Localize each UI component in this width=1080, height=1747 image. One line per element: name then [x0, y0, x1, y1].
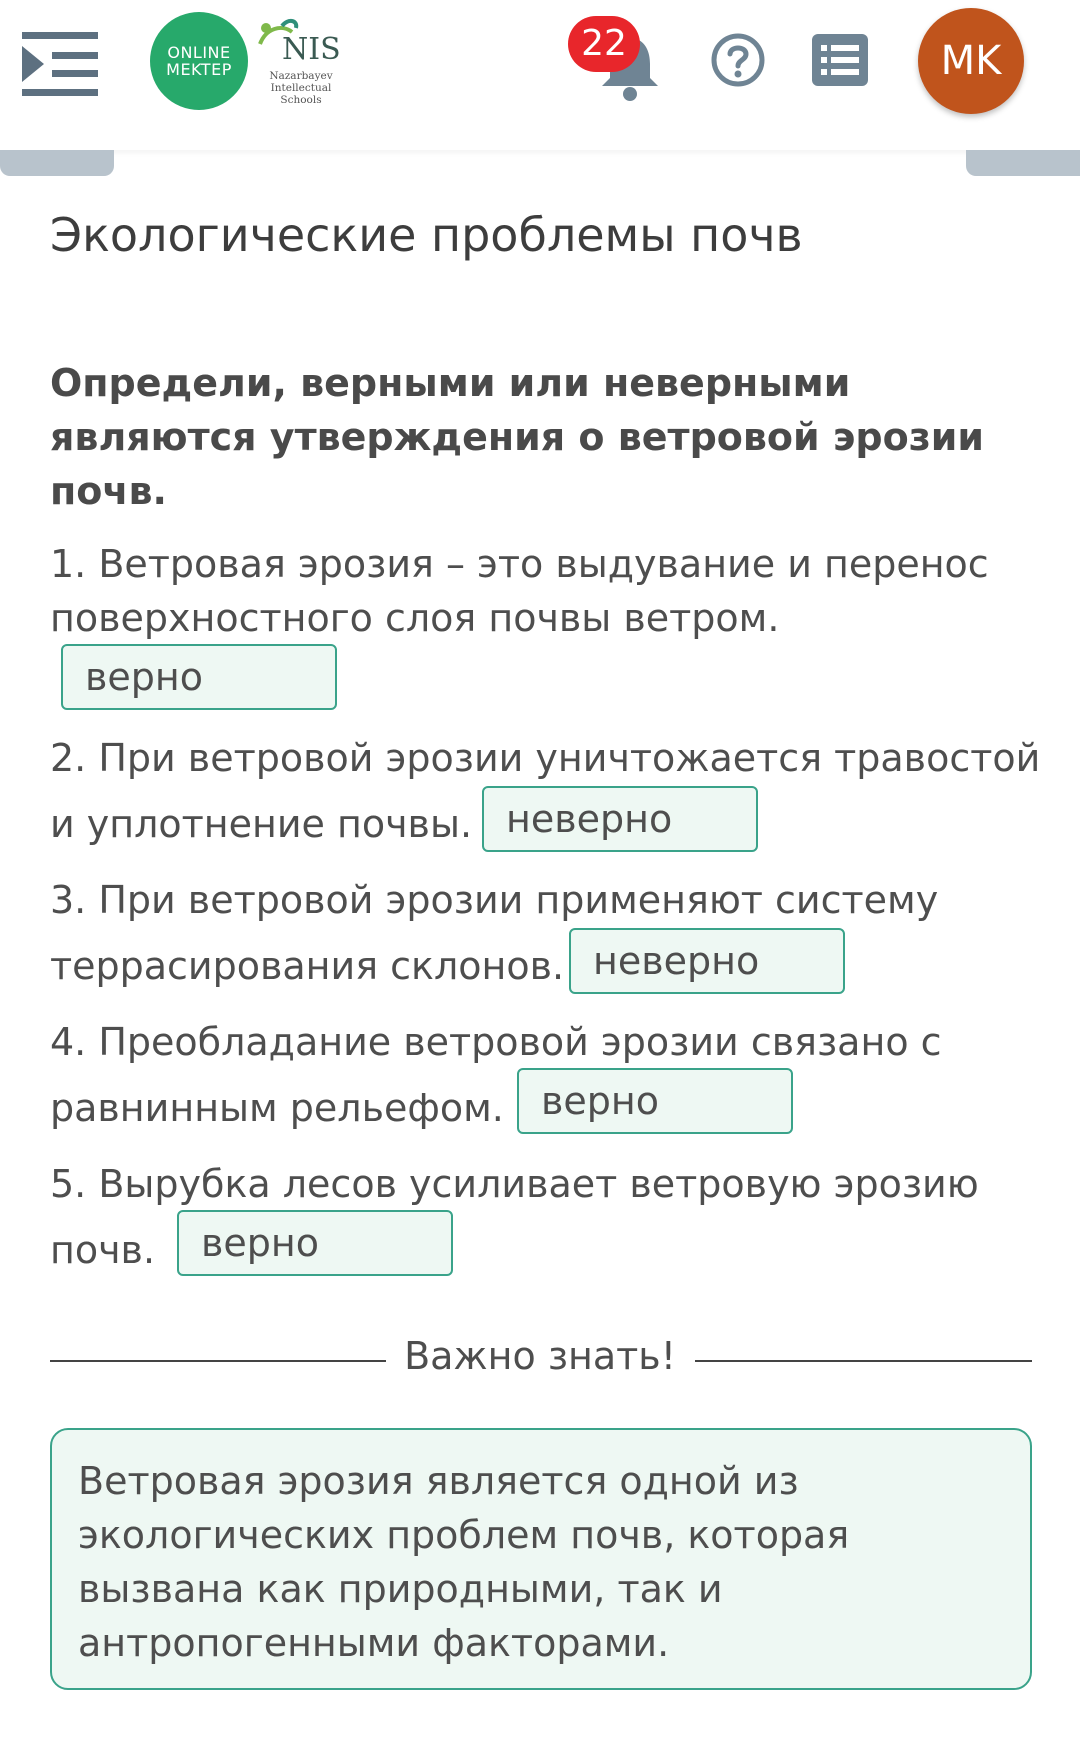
right-tab-handle[interactable] [966, 150, 1080, 176]
help-icon[interactable] [710, 32, 766, 88]
question-2-line-1: 2. При ветровой эрозии уничтожается травостой [50, 736, 1041, 780]
notifications-button[interactable] [568, 16, 668, 96]
question-5-answer-select[interactable]: верно [177, 1210, 453, 1276]
task-instruction: Определи, верными или неверными являются утверждения о ветровой эрозии почв. [50, 361, 985, 513]
question-5-line-1: 5. Вырубка лесов усиливает ветровую эрозию [50, 1162, 979, 1206]
question-2-answer-select[interactable]: неверно [482, 786, 758, 852]
question-5-line-2: почв. [50, 1228, 156, 1272]
logo-online-line2: MEKTEP [166, 60, 232, 79]
menu-collapse-icon[interactable] [22, 26, 98, 98]
question-1-line-1: 1. Ветровая эрозия – это выдувание и перенос [50, 542, 989, 586]
question-4-answer-select[interactable]: верно [517, 1068, 793, 1134]
user-avatar[interactable]: MK [918, 8, 1024, 114]
question-3-answer-select[interactable]: неверно [569, 928, 845, 994]
nis-logo [252, 14, 342, 110]
question-4-line-2: равнинным рельефом. [50, 1086, 504, 1130]
question-2-line-2: и уплотнение почвы. [50, 802, 473, 846]
important-label: Важно знать! [404, 1334, 676, 1378]
divider-right [695, 1360, 1032, 1362]
app-header [0, 0, 1080, 150]
nis-letters: NIS [282, 32, 341, 67]
left-tab-handle[interactable] [0, 150, 114, 176]
question-4-line-1: 4. Преобладание ветровой эрозии связано с [50, 1020, 942, 1064]
list-icon[interactable] [812, 34, 868, 86]
nis-subtitle: Nazarbayev Intellectual Schools [269, 70, 333, 106]
online-mektep-logo[interactable] [150, 12, 248, 110]
important-info-box: Ветровая эрозия является одной из экологических проблем почв, которая вызвана как природными, так и антропогенными факторами. [50, 1428, 1032, 1690]
question-3-line-1: 3. При ветровой эрозии применяют систему [50, 878, 939, 922]
page-title: Экологические проблемы почв [50, 208, 803, 262]
notification-count-badge: 22 [568, 16, 640, 72]
question-1-line-2: поверхностного слоя почвы ветром. [50, 596, 780, 640]
question-3-line-2: террасирования склонов. [50, 944, 565, 988]
logo-online-line1: ONLINE [167, 43, 231, 62]
divider-left [50, 1360, 386, 1362]
question-1-answer-select[interactable]: верно [61, 644, 337, 710]
